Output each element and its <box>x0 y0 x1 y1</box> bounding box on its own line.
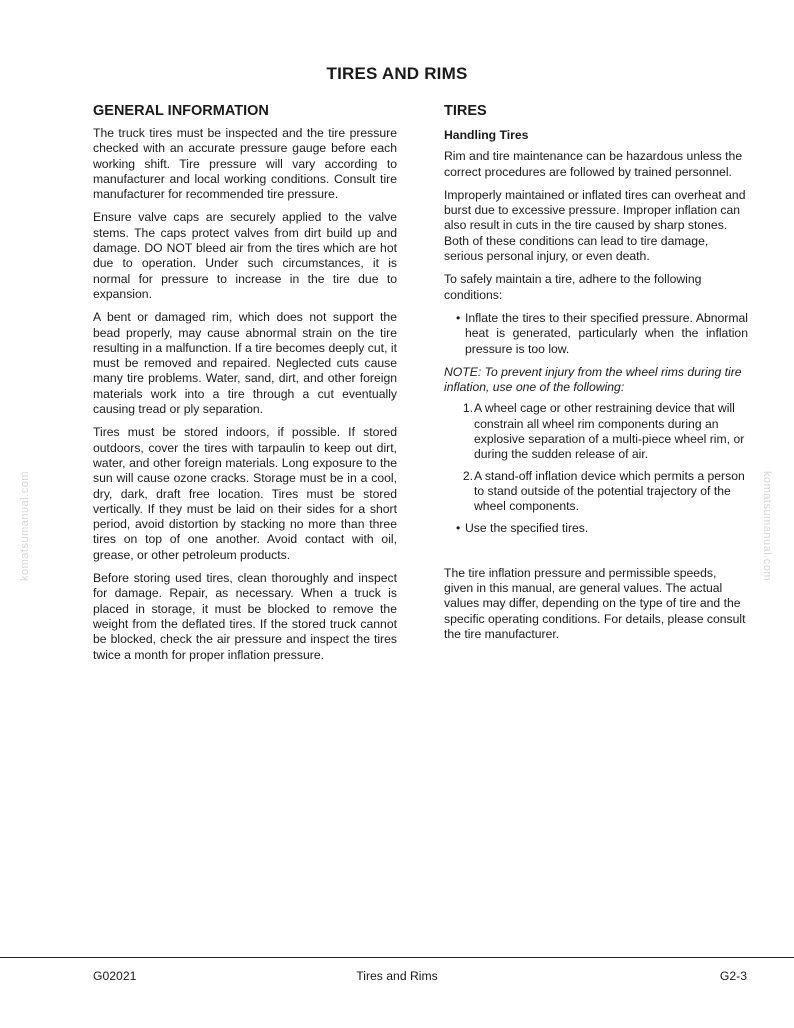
bullet-mark: • <box>456 310 461 325</box>
closing-paragraph: The tire inflation pressure and permissible speeds, given in this manual, are general values. The actual values may differ, depending on the type of tire and the specific operating conditions. For details, please consult the tire manufacturer. <box>444 565 746 642</box>
item-number: 1. <box>462 401 473 416</box>
paragraph: A bent or damaged rim, which does not support the bead properly, may cause abnormal strain on the tire resulting in a malfunction. If a tire becomes deeply cut, it must be removed and repaired. Neglected cuts cause many tire problems. Water, sand, dirt, and other foreign materials work into a tire through a cut eventually causing tread or ply separation. <box>93 310 397 417</box>
bullet-item <box>444 311 748 357</box>
bullet-item <box>444 521 748 536</box>
footer-section-title: Tires and Rims <box>356 969 438 983</box>
paragraph: Before storing used tires, clean thoroughly and inspect for damage. Repair, as necessary. When a truck is placed in storage, it must be blocked to remove the weight from the deflated tires. If the stored truck cannot be blocked, check the air pressure and inspect the tires twice a month for proper inflation pressure. <box>93 571 397 662</box>
footer-document-id: G02021 <box>93 969 137 983</box>
section-heading-tires: TIRES <box>444 103 487 119</box>
numbered-item <box>444 401 748 462</box>
right-column <box>444 102 748 650</box>
note-text: NOTE: To prevent injury from the wheel rims during tire inflation, use one of the following: <box>444 364 742 395</box>
numbered-item-text: A stand-off inflation device which permits a person to stand outside of the potential trajectory of the wheel components. <box>474 468 745 514</box>
watermark-left: komatsumanual.com <box>19 471 31 581</box>
footer-page-number: G2-3 <box>719 969 747 983</box>
footer-rule <box>0 957 794 958</box>
page-title: TIRES AND RIMS <box>326 64 468 83</box>
paragraph: To safely maintain a tire, adhere to the following conditions: <box>444 272 702 302</box>
left-column <box>93 102 397 671</box>
bullet-text: Inflate the tires to their specified pressure. Abnormal heat is generated, particularly when the inflation pressure is too low. <box>465 310 748 356</box>
paragraph: Improperly maintained or inflated tires can overheat and burst due to excessive pressure. Improper inflation can also result in cuts in the tire caused by sharp stones. Both of these conditions can lead to tire damage, serious personal injury, or even death. <box>444 187 746 264</box>
bullet-text: Use the specified tires. <box>465 520 589 535</box>
paragraph: Ensure valve caps are securely applied to the valve stems. The caps protect valves from dirt build up and damage. DO NOT bleed air from the tires which are hot due to operation. Under such circumstances, it is normal for pressure to increase in the tire due to expansion. <box>93 210 397 301</box>
section-heading-general-information: GENERAL INFORMATION <box>93 103 269 119</box>
watermark-right: komatsumanual.com <box>761 471 773 581</box>
paragraph: Rim and tire maintenance can be hazardous unless the correct procedures are followed by trained personnel. <box>444 149 743 179</box>
paragraph: Tires must be stored indoors, if possible. If stored outdoors, cover the tires with tarpaulin to keep out dirt, water, and other foreign materials. Long exposure to the sun will cause ozone cracks. Storage must be in a cool, dry, dark, draft free location. Tires must be stored vertically. If they must be laid on their sides for a short period, avoid distortion by stacking no more than three tires on top of one another. Avoid contact with oil, grease, or other petroleum products. <box>93 425 397 562</box>
bullet-mark: • <box>456 520 461 535</box>
subheading-handling-tires: Handling Tires <box>444 128 529 142</box>
numbered-item-text: A wheel cage or other restraining device that will constrain all wheel rim components during an explosive separation of a multi-piece wheel rim, or during the sudden release of air. <box>474 401 745 462</box>
paragraph: The truck tires must be inspected and the tire pressure checked with an accurate pressure gauge before each working shift. Tire pressure will vary according to manufacturer and local working conditions. Consult tire manufacturer for recommended tire pressure. <box>93 126 397 202</box>
item-number: 2. <box>462 468 473 483</box>
numbered-item <box>444 469 748 515</box>
